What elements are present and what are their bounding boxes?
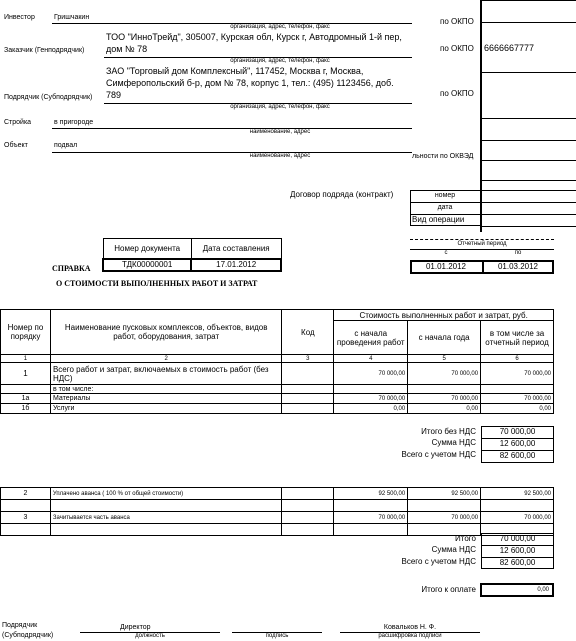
col-num: 3	[282, 355, 334, 363]
codes-line	[480, 214, 576, 215]
codes-top-line	[480, 0, 576, 1]
row-name: Всего работ и затрат, включаемых в стоимость работ (без НДС)	[50, 363, 281, 385]
customer-value-2: дом № 78	[106, 44, 148, 54]
codes-line	[480, 190, 576, 191]
row-code	[282, 404, 334, 414]
period-from: 01.01.2012	[425, 262, 467, 271]
period-from-label: с	[444, 250, 448, 256]
col-name-header: Наименование пусковых комплексов, объектов, видов работ, оборудования, затрат	[50, 310, 281, 355]
name-caption: наименование, адрес	[249, 153, 311, 159]
okpo-label: по ОКПО	[440, 44, 474, 53]
object-label: Объект	[4, 142, 28, 149]
col-year-header: с начала года	[408, 321, 481, 355]
row-code	[282, 394, 334, 404]
site-value: в пригороде	[54, 119, 94, 126]
contract-line	[410, 202, 480, 203]
row-c5	[408, 500, 481, 512]
codes-left-border	[480, 0, 482, 232]
row-c6	[481, 500, 554, 512]
row-c4	[334, 524, 408, 536]
row-c4: 0,00	[334, 404, 408, 414]
total-vat-label: Всего с учетом НДС	[401, 450, 476, 459]
row-name: Зачитывается часть аванса	[50, 512, 282, 524]
pay-label: Итого к оплате	[421, 585, 476, 594]
period-header: Отчетный период	[457, 241, 507, 247]
vat2-label: Сумма НДС	[431, 545, 476, 554]
col-number-header: Номер по порядку	[1, 310, 51, 355]
row-name: Уплачено аванса ( 100 % от общей стоимости)	[50, 488, 282, 500]
total-no-vat-label: Итого без НДС	[421, 427, 476, 436]
org-caption: организация, адрес, телефон, факс	[230, 58, 330, 64]
object-value: подвал	[54, 142, 78, 149]
row-name	[50, 500, 282, 512]
operation-label: Вид операции	[412, 215, 465, 224]
col-num: 1	[1, 355, 51, 363]
row-c4: 70 000,00	[334, 363, 408, 385]
org-caption: организация, адрес, телефон, факс	[230, 24, 330, 30]
table-row	[1, 512, 554, 524]
row-code	[282, 500, 334, 512]
contractor-label: Подрядчик (Субподрядчик)	[4, 94, 93, 101]
row-c4	[334, 385, 408, 394]
customer-value-1: ТОО "ИнноТрейд", 305007, Курская обл, Курск г, Автодромный 1-й пер,	[106, 32, 402, 42]
row-c6: 92 500,00	[481, 488, 554, 500]
total-vat2-label: Всего с учетом НДС	[401, 557, 476, 566]
table-row	[1, 385, 554, 394]
row-c5: 0,00	[408, 404, 481, 414]
codes-line	[480, 140, 576, 141]
date-label: дата	[437, 204, 453, 211]
codes-line	[480, 22, 576, 23]
col-num: 6	[481, 355, 554, 363]
row-number	[1, 500, 51, 512]
row-name	[50, 524, 282, 536]
okpo-label: по ОКПО	[440, 89, 474, 98]
doc-number-table	[102, 238, 282, 272]
col-num: 2	[50, 355, 281, 363]
row-c5: 92 500,00	[408, 488, 481, 500]
col-code-header: Код	[282, 310, 334, 355]
row-number: 1б	[1, 404, 51, 414]
org-caption: организация, адрес, телефон, факс	[230, 104, 330, 110]
okpo-customer-value: 6666667777	[484, 43, 535, 53]
row-code	[282, 524, 334, 536]
contractor-value-2: Симферопольский б-р, дом № 78, корпус 1, тел.: (495) 1123456, доб.	[106, 78, 394, 88]
total-no-vat-value: 70 000,00	[481, 426, 554, 438]
row-number: 1а	[1, 394, 51, 404]
main-table	[0, 309, 554, 414]
col-period-header: в том числе за отчетный период	[481, 321, 554, 355]
number-label: номер	[434, 192, 456, 199]
codes-line	[480, 202, 576, 203]
total2-value: 70 000,00	[481, 533, 554, 545]
row-c5: 70 000,00	[408, 512, 481, 524]
table-row	[1, 363, 554, 385]
row-c4	[334, 500, 408, 512]
row-name: в том числе:	[50, 385, 281, 394]
row-number	[1, 524, 51, 536]
row-number: 1	[1, 363, 51, 385]
doc-number: ТДК00000001	[103, 259, 191, 271]
row-name: Услуги	[50, 404, 281, 414]
row-c6: 0,00	[481, 404, 554, 414]
row-number: 3	[1, 512, 51, 524]
codes-line	[480, 180, 576, 181]
row-number	[1, 385, 51, 394]
contract-label: Договор подряда (контракт)	[290, 190, 394, 199]
col-num: 5	[408, 355, 481, 363]
row-c4: 70 000,00	[334, 512, 408, 524]
okved-label: льности по ОКВЭД	[412, 153, 474, 160]
name-caption: расшифровка подписи	[378, 633, 442, 639]
row-code	[282, 363, 334, 385]
signature-caption: подпись	[265, 633, 289, 639]
row-c4: 70 000,00	[334, 394, 408, 404]
position-caption: должность	[135, 633, 165, 639]
total-vat-value: 82 600,00	[481, 450, 554, 463]
row-c6	[481, 385, 554, 394]
vat-label: Сумма НДС	[431, 438, 476, 447]
total-vat2-value: 82 600,00	[481, 557, 554, 569]
row-name: Материалы	[50, 394, 281, 404]
cost-header: Стоимость выполненных работ и затрат, руб.	[334, 310, 554, 321]
contractor-value-1: ЗАО "Торговый дом Комплексный", 117452, Москва г, Москва,	[106, 66, 364, 76]
customer-label: Заказчик (Генподрядчик)	[4, 47, 85, 54]
doc-date: 17.01.2012	[191, 259, 281, 271]
period-to: 01.03.2012	[497, 262, 539, 271]
table-row	[1, 500, 554, 512]
codes-line	[480, 160, 576, 161]
row-code	[282, 385, 334, 394]
signer-position: Директор	[120, 624, 151, 631]
row-c5: 70 000,00	[408, 363, 481, 385]
investor-label: Инвестор	[4, 14, 35, 21]
row-c5: 70 000,00	[408, 394, 481, 404]
site-label: Стройка	[4, 119, 32, 126]
codes-line	[480, 118, 576, 119]
okpo-label: по ОКПО	[440, 17, 474, 26]
col-num: 4	[334, 355, 408, 363]
investor-value: Гришчакин	[54, 14, 90, 21]
table-row	[1, 404, 554, 414]
period-top-line	[410, 239, 554, 240]
table-row	[1, 394, 554, 404]
footer-contractor-label-2: (Субподрядчик)	[2, 632, 54, 639]
vat2-value: 12 600,00	[481, 545, 554, 557]
doc-number-header: Номер документа	[103, 239, 191, 259]
advance-table	[0, 487, 554, 536]
row-c6: 70 000,00	[481, 512, 554, 524]
name-caption: наименование, адрес	[249, 129, 311, 135]
row-c6: 70 000,00	[481, 363, 554, 385]
codes-line	[480, 72, 576, 73]
row-c4: 92 500,00	[334, 488, 408, 500]
codes-line	[480, 226, 576, 227]
doc-date-header: Дата составления	[191, 239, 281, 259]
vat-value: 12 600,00	[481, 438, 554, 450]
row-code	[282, 488, 334, 500]
row-number: 2	[1, 488, 51, 500]
footer-contractor-label: Подрядчик	[2, 622, 38, 629]
doc-title-2: О СТОИМОСТИ ВЫПОЛНЕННЫХ РАБОТ И ЗАТРАТ	[56, 279, 258, 288]
signer-name: Ковальков Н. Ф.	[383, 624, 437, 631]
doc-title-1: СПРАВКА	[52, 264, 91, 273]
period-to-label: по	[514, 250, 522, 256]
table-row	[1, 488, 554, 500]
row-c5	[408, 385, 481, 394]
contractor-value-3: 789	[106, 90, 122, 100]
col-from-start-header: с начала проведения работ	[334, 321, 408, 355]
row-c6: 70 000,00	[481, 394, 554, 404]
row-code	[282, 512, 334, 524]
total2-label: Итого	[455, 534, 476, 543]
pay-value: 0,00	[480, 583, 554, 597]
